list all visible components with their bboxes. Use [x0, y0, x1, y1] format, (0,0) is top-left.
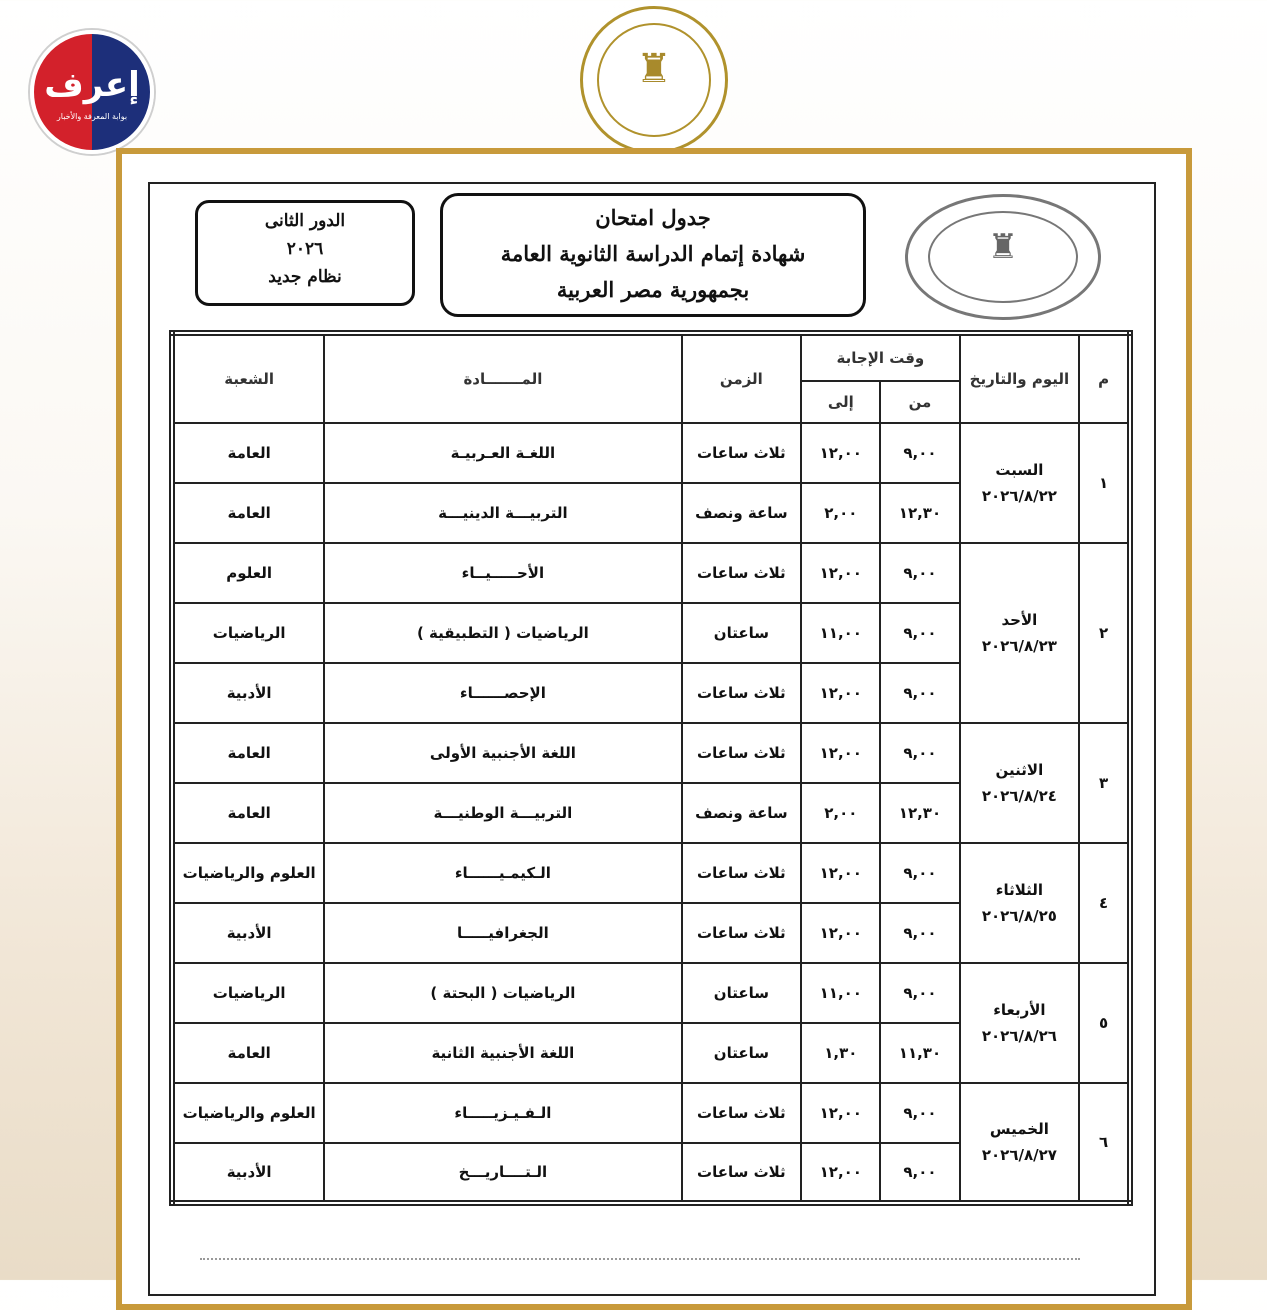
time-from: ٩,٠٠	[880, 963, 959, 1023]
exam-date: ٢٠٢٦/٨/٢٦	[981, 1027, 1057, 1045]
site-logo	[30, 30, 154, 154]
branch: العلوم والرياضيات	[172, 1083, 324, 1143]
duration: ساعة ونصف	[682, 783, 802, 843]
time-from: ٩,٠٠	[880, 543, 959, 603]
table-row	[172, 423, 1130, 483]
ministry-seal-top	[580, 6, 728, 154]
header-branch: الشعبة	[172, 333, 324, 423]
subject: الجغرافيـــــا	[324, 903, 681, 963]
header-to: إلى	[801, 381, 880, 423]
duration: ثلاث ساعات	[682, 1083, 802, 1143]
duration: ثلاث ساعات	[682, 543, 802, 603]
time-from: ١١,٣٠	[880, 1023, 959, 1083]
day-name: الخميس	[989, 1120, 1049, 1138]
time-to: ١٢,٠٠	[801, 1083, 880, 1143]
branch: الرياضيات	[172, 963, 324, 1023]
branch: العامة	[172, 723, 324, 783]
subject: اللغة الأجنبية الأولى	[324, 723, 681, 783]
exam-date: ٢٠٢٦/٨/٢٤	[981, 787, 1057, 805]
duration: ثلاث ساعات	[682, 903, 802, 963]
day-number: ٤	[1079, 843, 1130, 963]
exam-term-box	[195, 200, 415, 306]
branch: العامة	[172, 783, 324, 843]
header-duration: الزمن	[682, 333, 802, 423]
term-system: نظام جديد	[268, 267, 342, 287]
subject: الرياضيات ( التطبيقية )	[324, 603, 681, 663]
exam-schedule-table	[169, 330, 1133, 1206]
time-to: ١٢,٠٠	[801, 423, 880, 483]
time-to: ١٢,٠٠	[801, 543, 880, 603]
branch: العلوم والرياضيات	[172, 843, 324, 903]
table-row	[172, 963, 1130, 1023]
duration: ساعتان	[682, 963, 802, 1023]
subject: الـكيمـيــــــاء	[324, 843, 681, 903]
subject: اللغة الأجنبية الثانية	[324, 1023, 681, 1083]
subject: الإحصــــــاء	[324, 663, 681, 723]
duration: ثلاث ساعات	[682, 723, 802, 783]
table-row	[172, 843, 1130, 903]
duration: ساعة ونصف	[682, 483, 802, 543]
day-number: ٥	[1079, 963, 1130, 1083]
time-from: ٩,٠٠	[880, 1083, 959, 1143]
branch: الأدبية	[172, 903, 324, 963]
time-to: ١٢,٠٠	[801, 723, 880, 783]
title-line-1: جدول امتحان	[595, 205, 711, 230]
time-to: ١٢,٠٠	[801, 663, 880, 723]
time-to: ١٢,٠٠	[801, 1143, 880, 1203]
day-date-cell	[960, 1083, 1080, 1203]
subject: التربيـــة الوطنيـــة	[324, 783, 681, 843]
time-from: ٩,٠٠	[880, 723, 959, 783]
table-row	[172, 543, 1130, 603]
day-number: ٢	[1079, 543, 1130, 723]
branch: الرياضيات	[172, 603, 324, 663]
exam-date: ٢٠٢٦/٨/٢٧	[981, 1146, 1057, 1164]
branch: العامة	[172, 423, 324, 483]
time-to: ١١,٠٠	[801, 603, 880, 663]
branch: الأدبية	[172, 1143, 324, 1203]
time-to: ١,٣٠	[801, 1023, 880, 1083]
duration: ثلاث ساعات	[682, 843, 802, 903]
subject: الأحـــــيــاء	[324, 543, 681, 603]
time-from: ٩,٠٠	[880, 903, 959, 963]
time-from: ٩,٠٠	[880, 423, 959, 483]
exam-date: ٢٠٢٦/٨/٢٢	[981, 487, 1057, 505]
subject: الرياضيات ( البحتة )	[324, 963, 681, 1023]
time-from: ٩,٠٠	[880, 663, 959, 723]
title-line-3: بجمهورية مصر العربية	[556, 277, 750, 302]
day-number: ٣	[1079, 723, 1130, 843]
branch: العامة	[172, 1023, 324, 1083]
time-to: ١١,٠٠	[801, 963, 880, 1023]
subject: التربيـــة الدينيـــة	[324, 483, 681, 543]
duration: ساعتان	[682, 1023, 802, 1083]
day-name: السبت	[995, 461, 1044, 479]
time-from: ٩,٠٠	[880, 1143, 959, 1203]
term-round: الدور الثانى	[264, 211, 346, 231]
duration: ثلاث ساعات	[682, 663, 802, 723]
branch: الأدبية	[172, 663, 324, 723]
header-from: من	[880, 381, 959, 423]
title-line-2: شهادة إتمام الدراسة الثانوية العامة	[500, 241, 806, 266]
subject: اللغـة العـربيـة	[324, 423, 681, 483]
site-logo-text: إعرف	[44, 65, 140, 105]
time-from: ٩,٠٠	[880, 603, 959, 663]
day-number: ٦	[1079, 1083, 1130, 1203]
time-from: ١٢,٣٠	[880, 483, 959, 543]
day-date-cell	[960, 423, 1080, 543]
day-date-cell	[960, 723, 1080, 843]
table-row	[172, 1083, 1130, 1143]
day-number: ١	[1079, 423, 1130, 543]
day-name: الثلاثاء	[995, 881, 1044, 899]
day-name: الاثنين	[995, 761, 1044, 779]
branch: العامة	[172, 483, 324, 543]
header-answer-time: وقت الإجابة	[801, 333, 959, 381]
duration: ثلاث ساعات	[682, 423, 802, 483]
day-name: الأحد	[1001, 611, 1038, 629]
time-to: ٢,٠٠	[801, 783, 880, 843]
day-date-cell	[960, 543, 1080, 723]
header-subject: المـــــــادة	[324, 333, 681, 423]
duration: ساعتان	[682, 603, 802, 663]
time-from: ١٢,٣٠	[880, 783, 959, 843]
term-year: ٢٠٢٦	[286, 239, 324, 259]
header-num: م	[1079, 333, 1130, 423]
time-to: ٢,٠٠	[801, 483, 880, 543]
time-from: ٩,٠٠	[880, 843, 959, 903]
eagle-emblem-icon: ♜	[636, 45, 672, 92]
subject: الـفـيـزيـــــاء	[324, 1083, 681, 1143]
document-title-box	[440, 193, 866, 317]
table-row	[172, 723, 1130, 783]
header-day-date: اليوم والتاريخ	[960, 333, 1080, 423]
day-date-cell	[960, 843, 1080, 963]
time-to: ١٢,٠٠	[801, 843, 880, 903]
footer-divider	[200, 1258, 1080, 1268]
day-date-cell	[960, 963, 1080, 1083]
branch: العلوم	[172, 543, 324, 603]
day-name: الأربعاء	[993, 1001, 1046, 1019]
duration: ثلاث ساعات	[682, 1143, 802, 1203]
ministry-seal-document	[905, 194, 1101, 320]
site-logo-tagline: بوابة المعرفة والأخبار	[56, 112, 128, 121]
exam-date: ٢٠٢٦/٨/٢٥	[981, 907, 1057, 925]
exam-date: ٢٠٢٦/٨/٢٣	[981, 637, 1057, 655]
eagle-emblem-icon: ♜	[987, 227, 1019, 268]
subject: الـتــــاريـــخ	[324, 1143, 681, 1203]
time-to: ١٢,٠٠	[801, 903, 880, 963]
